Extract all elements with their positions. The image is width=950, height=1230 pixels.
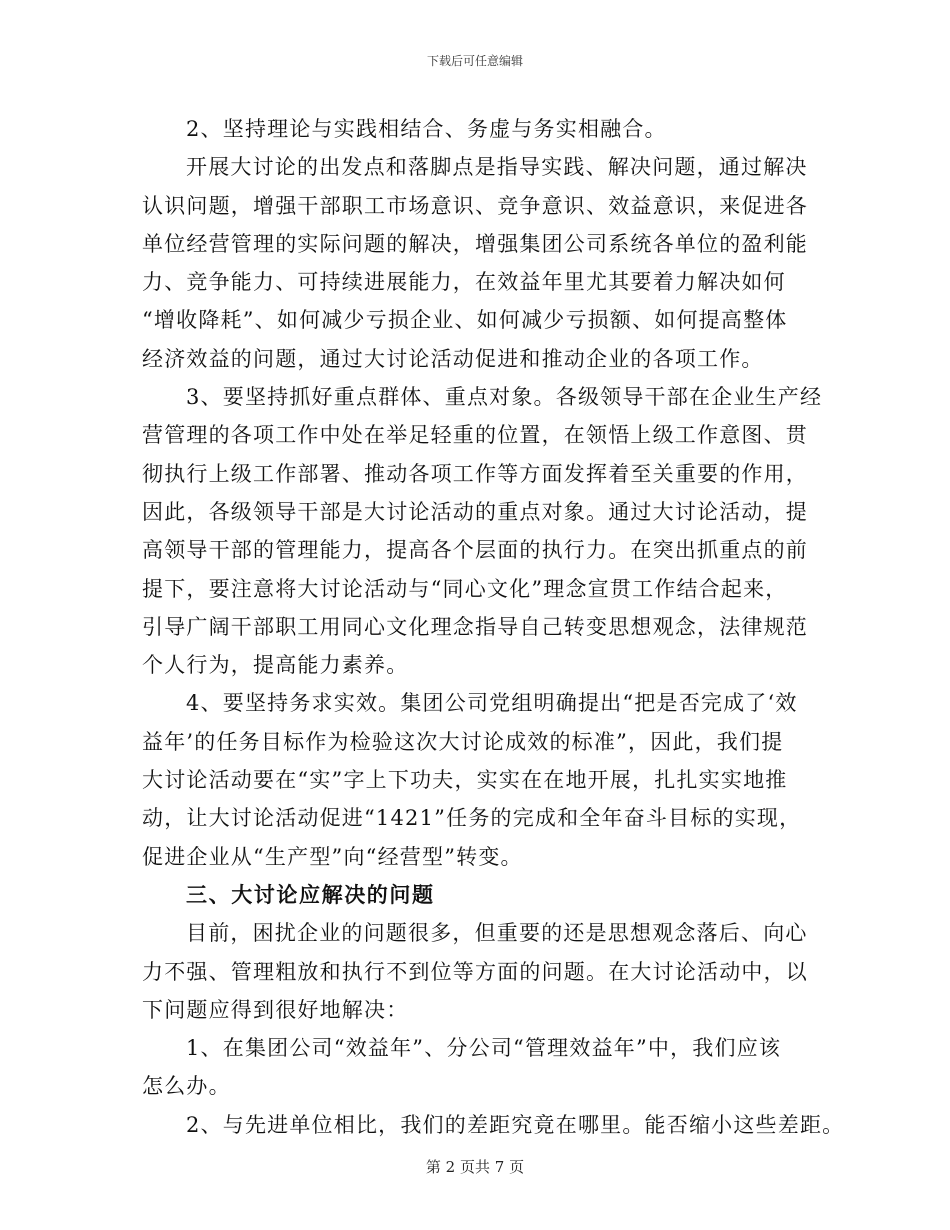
text-line: 1、在集团公司“效益年”、分公司“管理效益年”中，我们应该 <box>186 1036 782 1061</box>
text-line: 因此，各级领导干部是大讨论活动的重点对象。通过大讨论活动，提 <box>142 499 808 524</box>
text-line: 营管理的各项工作中处在举足轻重的位置，在领悟上级工作意图、贯 <box>142 423 808 448</box>
text-line: 益年’的任务目标作为检验这次大讨论成效的标准”，因此，我们提 <box>142 729 784 754</box>
text-line: 开展大讨论的出发点和落脚点是指导实践、解决问题，通过解决 <box>186 155 808 180</box>
text-line: 引导广阔干部职工用同心文化理念指导自己转变思想观念，法律规范 <box>142 614 808 639</box>
document-body <box>142 110 845 1144</box>
page-footer: 第 2 页共 7 页 <box>425 1158 525 1176</box>
text-line: 认识问题，增强干部职工市场意识、竞争意识、效益意识，来促进各 <box>142 193 808 218</box>
text-line: 2、与先进单位相比，我们的差距究竟在哪里。能否缩小这些差距。 <box>186 1112 845 1137</box>
text-line: 高领导干部的管理能力，提高各个层面的执行力。在突出抓重点的前 <box>142 538 808 563</box>
text-line: 3、要坚持抓好重点群体、重点对象。各级领导干部在企业生产经 <box>186 385 823 410</box>
text-line: 力、竞争能力、可持续进展能力，在效益年里尤其要着力解决如何 <box>142 270 786 295</box>
text-line: 经济效益的问题，通过大讨论活动促进和推动企业的各项工作。 <box>142 346 764 371</box>
text-line: 2、坚持理论与实践相结合、务虚与务实相融合。 <box>186 117 667 141</box>
text-line: 下问题应得到很好地解决： <box>142 997 409 1022</box>
text-line: 促进企业从“生产型”向“经营型”转变。 <box>142 844 523 869</box>
text-line: 力不强、管理粗放和执行不到位等方面的问题。在大讨论活动中，以 <box>142 959 808 984</box>
text-line: 彻执行上级工作部署、推动各项工作等方面发挥着至关重要的作用， <box>142 461 808 486</box>
text-line: 大讨论活动要在“实”字上下功夫，实实在在地开展，扎扎实实地推 <box>142 768 788 793</box>
text-line: 目前，困扰企业的问题很多，但重要的还是思想观念落后、向心 <box>186 921 808 946</box>
text-line: 单位经营管理的实际问题的解决，增强集团公司系统各单位的盈利能 <box>142 231 808 256</box>
text-line: 提下，要注意将大讨论活动与“同心文化”理念宣贯工作结合起来， <box>142 576 788 601</box>
section-heading: 三、大讨论应解决的问题 <box>186 882 435 907</box>
text-line: 个人行为，提高能力素养。 <box>142 653 409 678</box>
text-line: 动，让大讨论活动促进“1421”任务的完成和全年奋斗目标的实现， <box>142 806 802 831</box>
page-header: 下载后可任意编辑 <box>426 54 523 68</box>
text-line: 4、要坚持务求实效。集团公司党组明确提出“把是否完成了‘效 <box>186 691 798 716</box>
text-line: 怎么办。 <box>142 1074 231 1099</box>
text-line: “增收降耗”、如何减少亏损企业、如何减少亏损额、如何提高整体 <box>142 308 788 333</box>
